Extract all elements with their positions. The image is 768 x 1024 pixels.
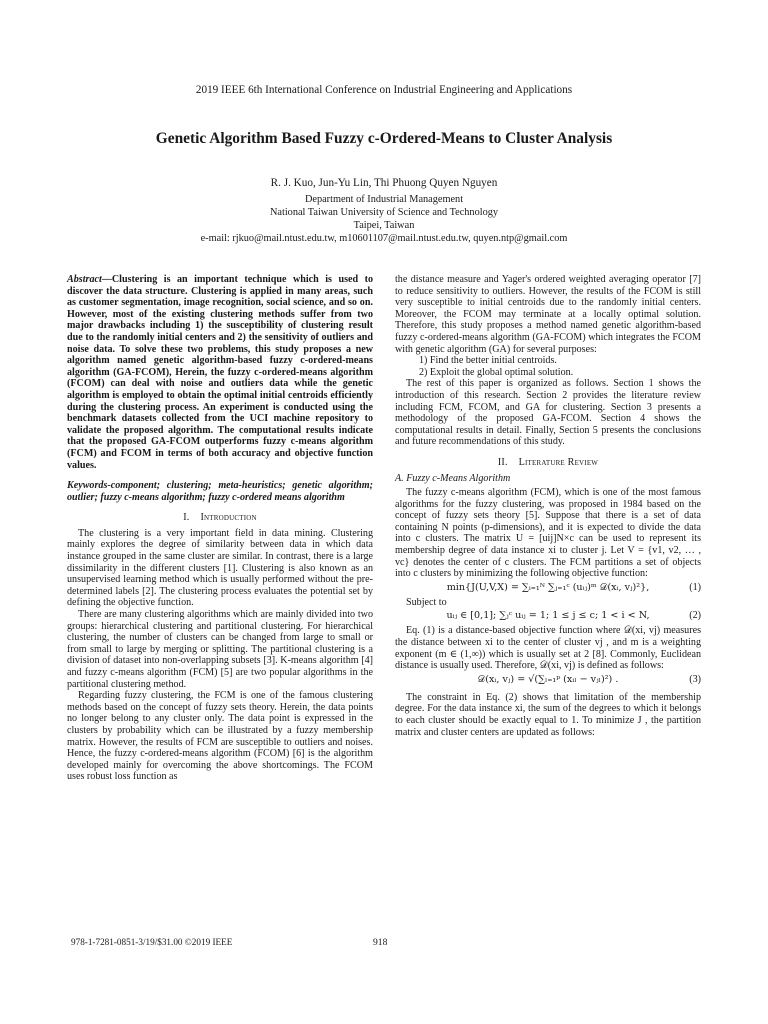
organization-paragraph: The rest of this paper is organized as follows. Section 1 shows the introduction of this research. Section 2 provides the literature review including FCM, FCOM, and GA for clustering. Section 3 presents a methodology of the proposed GA-FCOM. Section 4 shows the computational results in detail. Finally, Section 5 presents the conclusions and future recommendations of this study. xyxy=(395,378,701,448)
continued-paragraph: the distance measure and Yager's ordered weighted averaging operator [7] to reduce sensitivity to outliers. However, the results of the FCOM is still very susceptible to initial centroids due to the randomly initial centers. Moreover, the FCOM may terminate at a locally optimal solution. Therefore, this study proposes a method named genetic algorithm-based fuzzy c-ordered-means algorithm (GA-FCOM) which integrates the FCOM with genetic algorithm (GA) for several purposes: xyxy=(395,274,701,355)
list-item: 2) Exploit the global optimal solution. xyxy=(419,366,574,378)
author-list: R. J. Kuo, Jun-Yu Lin, Thi Phuong Quyen Nguyen xyxy=(270,177,498,189)
equation-1 xyxy=(395,582,701,595)
abstract-text: —Clustering is an important technique which is used to discover the data structure. Clustering is applied in many areas, such as customer segmentation, image recognition, social science, and so on. However, most of the existing clustering methods suffer from two major drawbacks including 1) the susceptibility of clustering result due to the randomly initial centers and 2) the sensitivity of outliers and noise data. To solve these two problems, this study proposes a new algorithm named genetic algorithm-based fuzzy c-ordered-means algorithm (GA-FCOM), Herein, the fuzzy c-ordered-means algorithm (FCOM) can deal with noise and outliers data while the genetic algorithm is employed to obtain the optimal initial centroids efficiently during the clustering process. An experiment is conducted using the benchmark datasets collected from the UCI machine repository to validate the proposed algorithm. The computational results indicate that the proposed GA-FCOM outperforms fuzzy c-means algorithm (FCM) and FCOM in terms of both accuracy and objective function values. xyxy=(67,274,373,471)
equation-number: (2) xyxy=(689,610,701,622)
equation-body: 𝒟(xᵢ, vⱼ) = √(∑ₗ₌₁ᵖ (xᵢₗ − vⱼₗ)²) . xyxy=(477,673,619,685)
left-column xyxy=(67,274,373,783)
affiliation-city: Taipei, Taiwan xyxy=(353,220,415,231)
section-title: Introduction xyxy=(200,512,257,524)
section-title: Literature Review xyxy=(518,456,599,468)
paper-title: Genetic Algorithm Based Fuzzy c-Ordered-Means to Cluster Analysis xyxy=(155,130,613,147)
affiliation-university: National Taiwan University of Science and Technology xyxy=(269,207,499,218)
conference-header: 2019 IEEE 6th International Conference on Industrial Engineering and Applications xyxy=(195,84,573,96)
equation-3 xyxy=(395,674,701,690)
intro-paragraph-2: There are many clustering algorithms which are mainly divided into two groups: hierarchical clustering and partitional clustering. For hierarchical clustering, the number of clusters can be changed from large to small or from small to large by merging or splitting. The partitional clustering is a division of dataset into non-overlapping subsets [3]. K-means algorithm [4] and fuzzy c-means algorithm (FCM) [5] are two popular algorithms in the partitional clustering method. xyxy=(67,609,373,690)
equation-number: (1) xyxy=(689,581,701,593)
fcm-paragraph-1: The fuzzy c-means algorithm (FCM), which is one of the most famous algorithms for the fuzzy clustering, was proposed in 1984 based on the concept of fuzzy sets theory [5]. Suppose that there is a set of data containing N points (p-dimensions), and it is expected to divide the data into c clusters. The matrix U = [uij]N×c can be used to represent its membership degree of data instance xi to cluster j. Let V = {v1, v2, … , vc} denotes the center of c clusters. The FCM partitions a set of objects into c clusters by minimizing the following objective function: xyxy=(395,487,701,580)
right-column xyxy=(395,274,701,738)
copyright-line: 978-1-7281-0851-3/19/$31.00 ©2019 IEEE xyxy=(71,937,233,947)
affiliation-department: Department of Industrial Management xyxy=(304,194,464,205)
subsection-heading: A. Fuzzy c-Means Algorithm xyxy=(395,472,511,484)
intro-paragraph-3: Regarding fuzzy clustering, the FCM is one of the famous clustering methods based on the concept of fuzzy sets theory. Herein, the data points no longer belong to any cluster only. The data point is expressed in the clusters by probability which can be illustrated by a fuzzy membership matrix. However, the results of FCM are susceptible to outliers and noises. Hence, the fuzzy c-ordered-means algorithm (FCOM) [6] is the algorithm developed mainly for overcoming the above shortcomings. The FCOM uses robust loss function as xyxy=(67,690,373,783)
section-number: II. xyxy=(497,456,508,468)
subject-to-label: Subject to xyxy=(406,596,447,608)
equation-number: (3) xyxy=(689,673,701,685)
section-number: I. xyxy=(183,512,190,524)
intro-paragraph-1: The clustering is a very important field in data mining. Clustering mainly explores the degree of similarity between data in which data instance grouped in the same cluster are similar. In contrast, there is a large dissimilarity in the different clusters [1]. Clustering is also known as an unsupervised learning method which is usually performed without the pre-determined labels [2]. The clustering process evaluates the potential set by defining the objective function. xyxy=(67,527,373,609)
section-heading-literature-review xyxy=(395,457,701,469)
abstract-label: Abstract xyxy=(67,274,102,285)
affiliation-email: e-mail: rjkuo@mail.ntust.edu.tw, m10601107@mail.ntust.edu.tw, quyen.ntp@gmail.com xyxy=(200,233,568,244)
equation-body: min{J(U,V,X) = ∑ᵢ₌₁ᴺ ∑ⱼ₌₁ᶜ (uᵢⱼ)ᵐ 𝒟(xᵢ, vⱼ)²}, xyxy=(446,581,650,593)
keywords: Keywords-component; clustering; meta-heuristics; genetic algorithm; outlier; fuzzy c-means algorithm; fuzzy c-ordered means algorithm xyxy=(67,480,373,503)
equation-body: uᵢⱼ ∈ [0,1]; ∑ⱼᶜ uᵢⱼ = 1; 1 ≤ j ≤ c; 1 < i < N, xyxy=(446,610,650,622)
list-item: 1) Find the better initial centroids. xyxy=(419,355,557,367)
page-number: 918 xyxy=(373,937,388,948)
abstract xyxy=(67,274,373,471)
fcm-paragraph-3: The constraint in Eq. (2) shows that limitation of the membership degree. For the data instance xi, the sum of the degrees to which it belongs to each cluster should be exactly equal to 1. To minimize J , the partition matrix and cluster centers are updated as follows: xyxy=(395,691,701,738)
section-heading-introduction xyxy=(67,512,373,524)
equation-2 xyxy=(395,610,701,623)
fcm-paragraph-2: Eq. (1) is a distance-based objective function where 𝒟(xi, vj) measures the distance between xi to the center of cluster vj , and m is a weighting exponent (m ∈ (1,∞)) which is usually set at 2 [8]. Commonly, Euclidean distance is usually used. Therefore, 𝒟(xi, vj) is defined as follows: xyxy=(395,625,701,672)
